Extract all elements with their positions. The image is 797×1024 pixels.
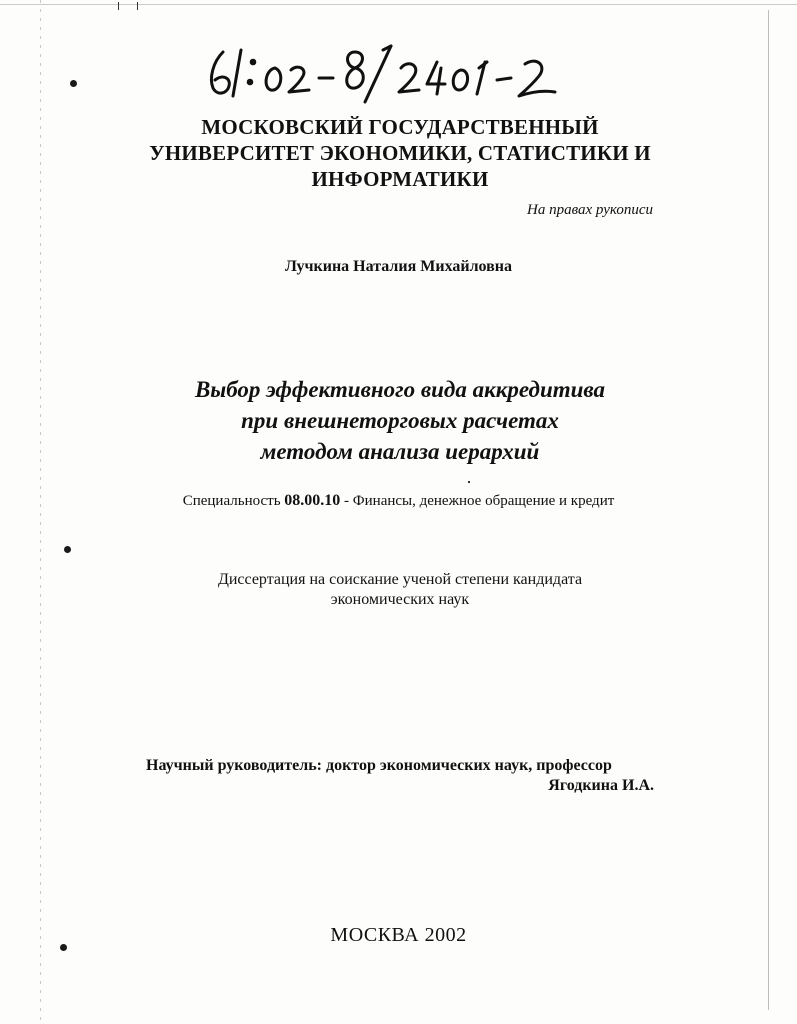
title-line-2: при внешнеторговых расчетах: [241, 408, 559, 433]
scan-edge-left: [40, 0, 41, 1024]
specialty-line: [0, 492, 797, 510]
degree-line-2: экономических наук: [330, 591, 470, 608]
handwriting-drawing: [205, 38, 565, 104]
title-line-3: методом анализа иерархий: [260, 439, 540, 464]
supervisor-line-1: Научный руководитель: доктор экономических наук, профессор: [146, 757, 612, 774]
dissertation-title: [100, 374, 700, 467]
specialty-prefix: Специальность: [182, 493, 281, 509]
scan-mark-top: [118, 2, 138, 10]
degree-line-1: Диссертация на соискание ученой степени кандидата: [217, 571, 583, 588]
scan-dot: [468, 481, 470, 483]
author-name: Лучкина Наталия Михайловна: [284, 258, 513, 275]
supervisor-name: Ягодкина И.А.: [548, 777, 654, 794]
university-line-2: УНИВЕРСИТЕТ ЭКОНОМИКИ, СТАТИСТИКИ И: [149, 141, 651, 165]
binder-hole-middle: [64, 546, 71, 553]
city-and-year: МОСКВА 2002: [330, 924, 467, 946]
specialty-description: - Финансы, денежное обращение и кредит: [344, 493, 615, 509]
binder-hole-top: [70, 80, 77, 87]
scientific-supervisor: [146, 756, 654, 796]
manuscript-rights-note: На правах рукописи: [527, 202, 653, 218]
university-line-3: ИНФОРМАТИКИ: [311, 167, 489, 191]
handwritten-archive-mark: [205, 38, 565, 104]
university-name: [120, 114, 680, 192]
specialty-code: 08.00.10: [284, 492, 341, 509]
scan-edge-right: [768, 10, 769, 1010]
university-line-1: МОСКОВСКИЙ ГОСУДАРСТВЕННЫЙ: [201, 115, 599, 139]
degree-statement: [150, 570, 650, 610]
title-line-1: Выбор эффективного вида аккредитива: [194, 377, 606, 402]
